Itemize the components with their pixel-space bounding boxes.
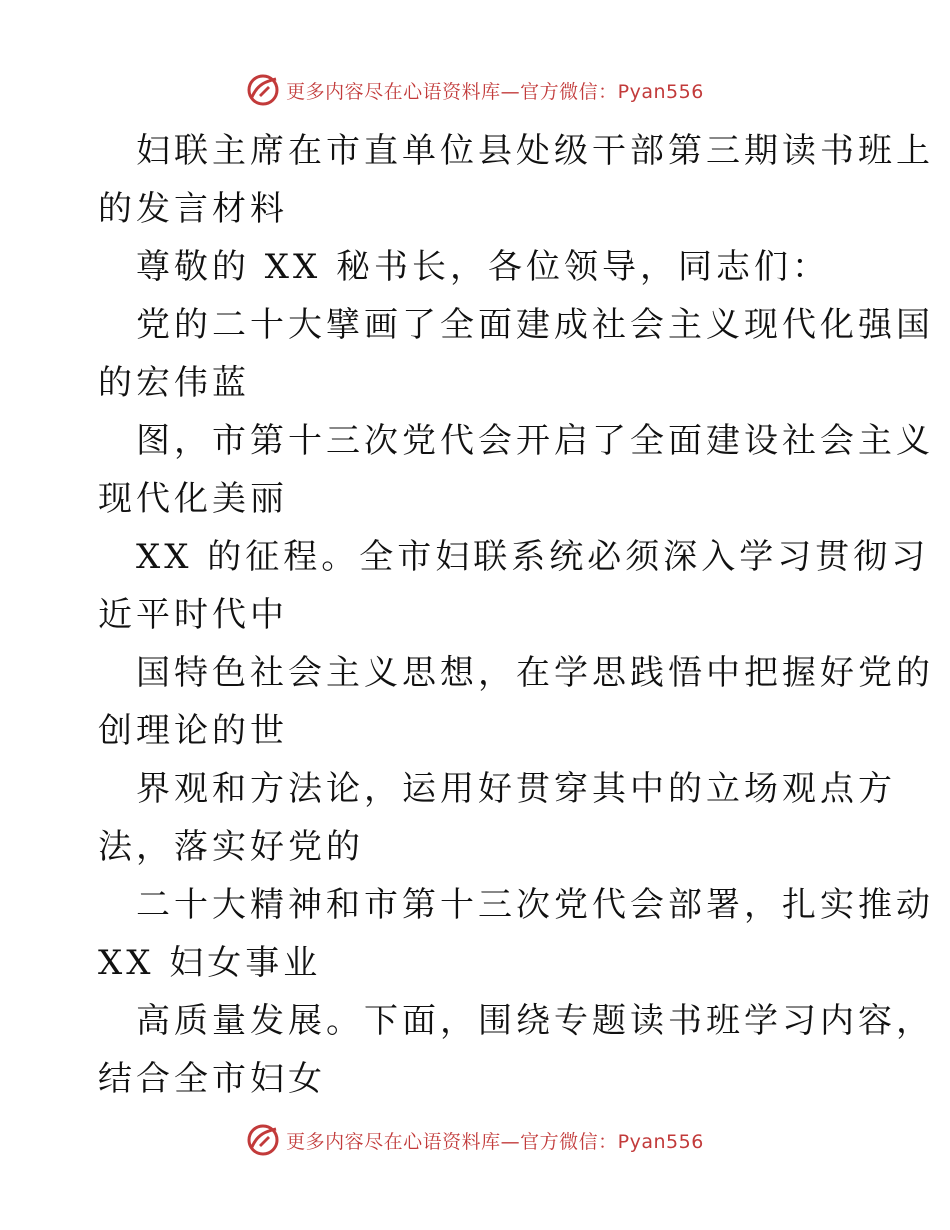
watermark-text: 更多内容尽在心语资料库—官方微信：Pyan556: [286, 80, 704, 103]
text-line: 妇联主席在市直单位县处级干部第三期读书班上: [136, 131, 934, 171]
text-line: 现代化美丽: [98, 479, 288, 519]
text-line: XX 妇女事业: [98, 943, 322, 983]
text-line: 国特色社会主义思想，在学思践悟中把握好党的: [136, 653, 934, 693]
text-line: 的发言材料: [98, 189, 288, 229]
pen-swoosh-icon: [246, 1123, 280, 1157]
text-line: 法，落实好党的: [98, 827, 364, 867]
document-body: [98, 122, 934, 1108]
text-line: 党的二十大擘画了全面建成社会主义现代化强国: [136, 305, 934, 345]
pen-swoosh-icon: [246, 73, 280, 107]
text-line: 的宏伟蓝: [98, 363, 250, 403]
text-line: 创理论的世: [98, 711, 288, 751]
text-line: 二十大精神和市第十三次党代会部署，扎实推动: [136, 885, 934, 925]
text-line: 界观和方法论，运用好贯穿其中的立场观点方: [136, 769, 896, 809]
text-line: 高质量发展。下面，围绕专题读书班学习内容，: [136, 1001, 934, 1041]
text-line: 图，市第十三次党代会开启了全面建设社会主义: [136, 421, 934, 461]
footer-watermark: [0, 1120, 950, 1160]
text-line: 近平时代中: [98, 595, 288, 635]
text-line: XX 的征程。全市妇联系统必须深入学习贯彻习: [136, 537, 930, 577]
watermark-text: 更多内容尽在心语资料库—官方微信：Pyan556: [286, 1130, 704, 1153]
text-line: 结合全市妇女: [98, 1059, 326, 1099]
header-watermark: [0, 70, 950, 110]
text-line: 尊敬的 XX 秘书长，各位领导，同志们：: [136, 247, 831, 287]
